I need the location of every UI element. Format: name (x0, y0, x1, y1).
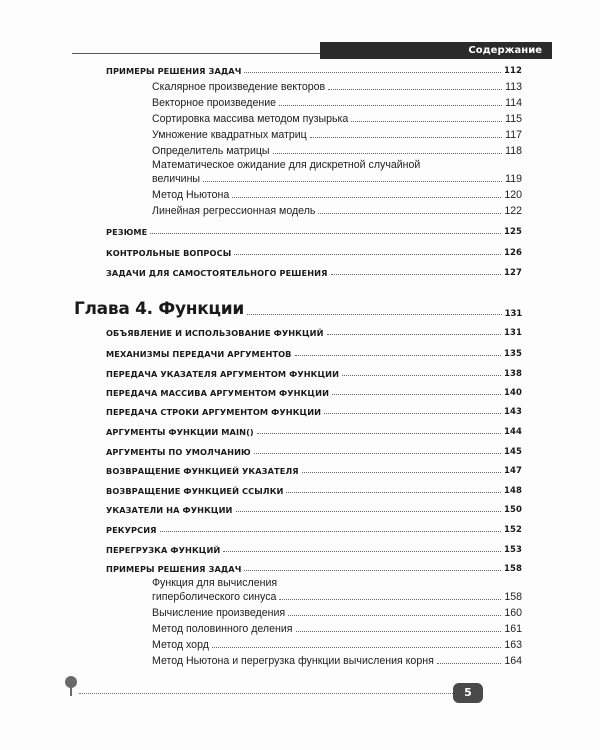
toc-entry-page: 153 (503, 545, 522, 555)
toc-entry-title: Метод Ньютона и перегрузка функции вычисления корня (152, 655, 434, 667)
toc-leader (331, 274, 501, 275)
toc-entry-title: УКАЗАТЕЛИ НА ФУНКЦИИ (106, 505, 233, 515)
toc-entry-title: РЕЗЮМЕ (106, 227, 148, 237)
toc-leader (279, 599, 501, 600)
toc-entry-title: Скалярное произведение векторов (152, 81, 326, 93)
toc-entry-title-line1: Математическое ожидание для дискретной случайной (152, 159, 421, 171)
page-number-badge (453, 683, 483, 703)
toc-entry-title: КОНТРОЛЬНЫЕ ВОПРОСЫ (106, 248, 232, 258)
toc-entry[interactable] (106, 486, 522, 496)
toc-entry[interactable] (106, 564, 522, 574)
toc-leader (150, 233, 501, 234)
footer-bullet-stem (70, 686, 72, 696)
toc-leader (232, 197, 501, 198)
toc-leader (318, 213, 501, 214)
toc-entry-title: Метод Ньютона (152, 189, 230, 201)
toc-entry[interactable] (106, 388, 522, 398)
toc-entry-title: Метод половинного деления (152, 623, 293, 635)
toc-leader (247, 314, 502, 315)
toc-entry-title: Вычисление произведения (152, 607, 286, 619)
toc-entry-page: 150 (503, 505, 522, 515)
toc-entry-title: ВОЗВРАЩЕНИЕ ФУНКЦИЕЙ УКАЗАТЕЛЯ (106, 466, 299, 476)
toc-entry[interactable] (106, 466, 522, 476)
toc-entry-page: 164 (504, 655, 522, 667)
toc-leader (257, 433, 501, 434)
toc-entry-page: 131 (503, 328, 522, 338)
toc-entry-title: ВОЗВРАЩЕНИЕ ФУНКЦИЕЙ ССЫЛКИ (106, 486, 284, 496)
toc-entry-title-line1: Функция для вычисления (152, 577, 278, 589)
toc-entry-page: 143 (503, 407, 522, 417)
toc-leader (327, 334, 501, 335)
toc-entry-page: 114 (505, 97, 522, 109)
toc-entry[interactable] (106, 349, 522, 359)
toc-entry-title: РЕКУРСИЯ (106, 525, 157, 535)
toc-chapter-entry[interactable] (74, 299, 522, 319)
toc-leader (296, 631, 502, 632)
toc-entry-title: ПЕРЕДАЧА СТРОКИ АРГУМЕНТОМ ФУНКЦИИ (106, 407, 322, 417)
toc-entry-page: 138 (503, 369, 522, 379)
toc-entry[interactable] (152, 113, 522, 125)
toc-leader (351, 121, 502, 122)
toc-leader (244, 72, 501, 73)
toc-entry-title: ОБЪЯВЛЕНИЕ И ИСПОЛЬЗОВАНИЕ ФУНКЦИЙ (106, 328, 324, 338)
running-header-title: Содержание (468, 45, 542, 56)
toc-entry[interactable] (152, 81, 522, 93)
toc-entry-title: Векторное произведение (152, 97, 277, 109)
toc-entry-page: 131 (504, 309, 522, 319)
toc-entry-page: 112 (503, 66, 522, 76)
toc-leader (203, 181, 502, 182)
toc-leader (437, 663, 502, 664)
toc-entry[interactable] (152, 189, 522, 201)
footer-rule (79, 693, 453, 694)
toc-entry-page: 126 (503, 248, 522, 258)
toc-leader (160, 531, 501, 532)
toc-entry-title: Умножение квадратных матриц (152, 129, 307, 141)
toc-entry-title: Метод хорд (152, 639, 209, 651)
toc-leader (212, 647, 501, 648)
toc-leader (302, 472, 501, 473)
toc-entry[interactable] (152, 97, 522, 109)
toc-entry[interactable] (106, 248, 522, 258)
toc-entry-page: 118 (505, 145, 522, 157)
toc-entry-page: 135 (503, 349, 522, 359)
toc-entry-title: гиперболического синуса (152, 591, 277, 603)
toc-entry-page: 158 (504, 591, 522, 603)
toc-leader (286, 492, 500, 493)
toc-entry-page: 163 (504, 639, 522, 651)
toc-entry[interactable] (106, 545, 522, 555)
toc-entry-title: ПРИМЕРЫ РЕШЕНИЯ ЗАДАЧ (106, 564, 242, 574)
toc-entry-title: Сортировка массива методом пузырька (152, 113, 349, 125)
toc-leader (254, 453, 501, 454)
toc-leader (288, 615, 501, 616)
toc-entry[interactable] (152, 623, 522, 635)
toc-entry-page: 113 (505, 81, 522, 93)
toc-leader (328, 89, 502, 90)
toc-leader (236, 511, 501, 512)
toc-entry[interactable] (106, 505, 522, 515)
toc-entry-title: ЗАДАЧИ ДЛЯ САМОСТОЯТЕЛЬНОГО РЕШЕНИЯ (106, 268, 328, 278)
toc-entry[interactable] (152, 591, 522, 603)
toc-entry[interactable] (152, 145, 522, 157)
toc-entry-title: ПРИМЕРЫ РЕШЕНИЯ ЗАДАЧ (106, 66, 242, 76)
toc-entry[interactable] (106, 66, 522, 76)
toc-entry[interactable] (106, 328, 522, 338)
toc-entry[interactable] (152, 173, 522, 185)
toc-entry[interactable] (106, 369, 522, 379)
toc-leader (244, 570, 501, 571)
toc-entry-page: 147 (503, 466, 522, 476)
toc-entry-title: ПЕРЕГРУЗКА ФУНКЦИЙ (106, 545, 221, 555)
toc-entry[interactable] (106, 447, 522, 457)
toc-entry-page: 144 (503, 427, 522, 437)
toc-entry-page: 148 (503, 486, 522, 496)
toc-entry-page: 127 (503, 268, 522, 278)
toc-entry[interactable] (152, 655, 522, 667)
toc-leader (223, 551, 501, 552)
toc-entry-title: МЕХАНИЗМЫ ПЕРЕДАЧИ АРГУМЕНТОВ (106, 349, 292, 359)
toc-entry-page: 140 (503, 388, 522, 398)
toc-entry-title: ПЕРЕДАЧА УКАЗАТЕЛЯ АРГУМЕНТОМ ФУНКЦИИ (106, 369, 340, 379)
page-number: 5 (464, 686, 472, 699)
toc-leader (332, 394, 501, 395)
toc-entry-page: 145 (503, 447, 522, 457)
toc-entry[interactable] (106, 407, 522, 417)
toc-leader (279, 105, 502, 106)
toc-entry-page: 117 (505, 129, 522, 141)
toc-entry-page: 125 (503, 227, 522, 237)
toc-entry[interactable] (152, 205, 522, 217)
toc-entry-title: ПЕРЕДАЧА МАССИВА АРГУМЕНТОМ ФУНКЦИИ (106, 388, 330, 398)
toc-leader (234, 254, 501, 255)
toc-entry-page: 152 (503, 525, 522, 535)
toc-leader (273, 153, 503, 154)
toc-entry-title: величины (152, 173, 201, 185)
toc-entry-title: Линейная регрессионная модель (152, 205, 316, 217)
toc-entry-title: Определитель матрицы (152, 145, 270, 157)
toc-entry-page: 115 (505, 113, 522, 125)
toc-entry-page: 120 (504, 189, 522, 201)
toc-leader (324, 413, 501, 414)
toc-entry[interactable] (152, 607, 522, 619)
toc-entry[interactable] (106, 268, 522, 278)
toc-entry[interactable] (106, 525, 522, 535)
toc-leader (342, 375, 501, 376)
toc-entry-title: АРГУМЕНТЫ ПО УМОЛЧАНИЮ (106, 447, 251, 457)
toc-leader (310, 137, 502, 138)
toc-chapter-title: Глава 4. Функции (74, 299, 244, 319)
toc-entry-page: 161 (504, 623, 522, 635)
toc-entry[interactable] (106, 227, 522, 237)
toc-entry[interactable] (106, 427, 522, 437)
toc-entry-page: 160 (504, 607, 522, 619)
toc-entry-page: 158 (503, 564, 522, 574)
toc-entry[interactable] (152, 639, 522, 651)
toc-leader (295, 355, 501, 356)
toc-entry-page: 122 (504, 205, 522, 217)
toc-entry[interactable] (152, 129, 522, 141)
toc-entry-title: АРГУМЕНТЫ ФУНКЦИИ MAIN() (106, 427, 254, 437)
toc-entry-page: 119 (505, 173, 522, 185)
